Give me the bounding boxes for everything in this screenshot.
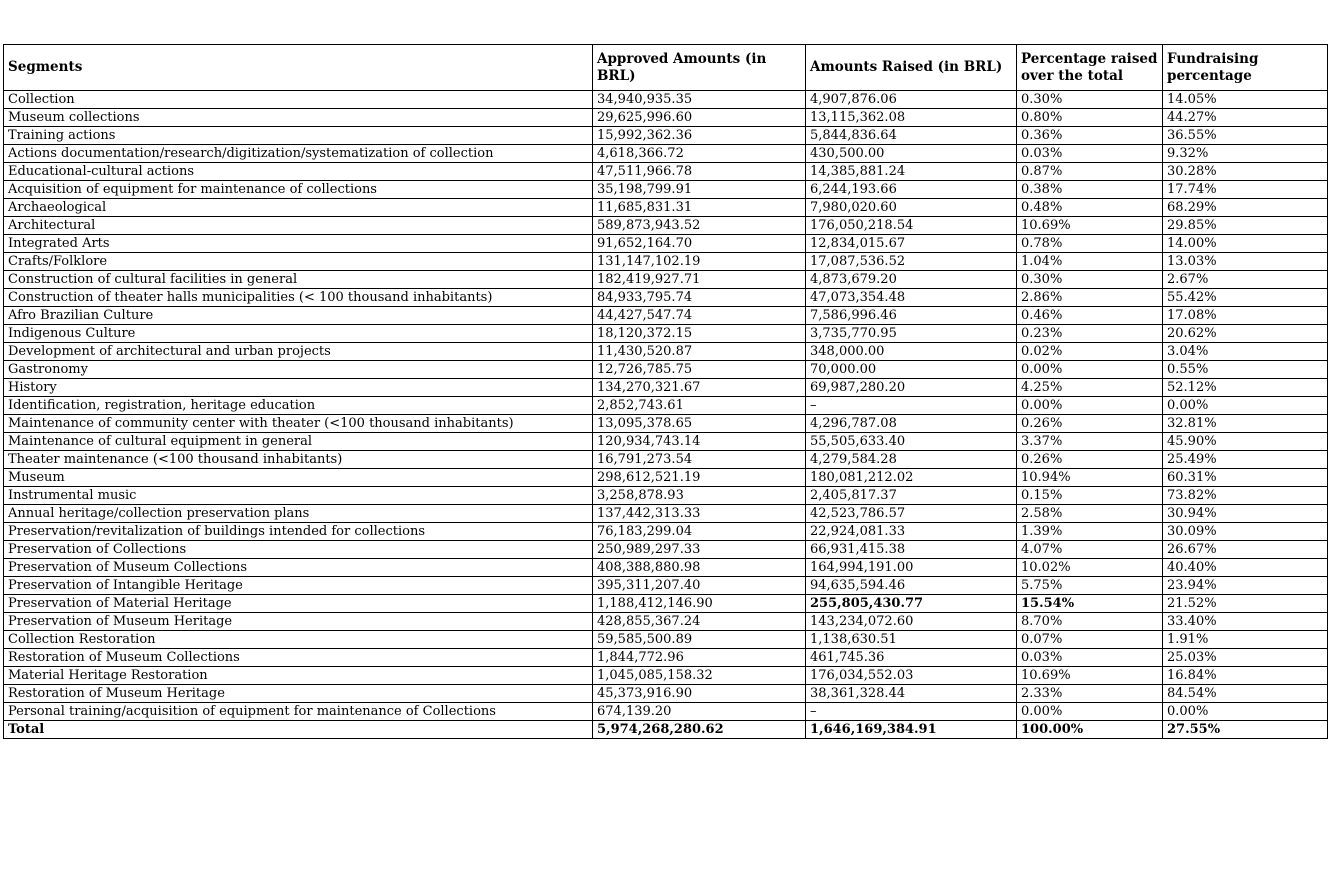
amount-raised-cell: 55,505,633.40 [806,433,1017,451]
table-row [4,685,1328,703]
fundraising-pct-cell: 60.31% [1163,469,1328,487]
table-row [4,577,1328,595]
table-row [4,667,1328,685]
table-row [4,505,1328,523]
table-row [4,559,1328,577]
fundraising-pct-cell: 17.74% [1163,181,1328,199]
amount-raised-cell: 12,834,015.67 [806,235,1017,253]
segment-cell: Theater maintenance (<100 thousand inhabitants) [4,451,593,469]
table-row [4,595,1328,613]
table-row [4,109,1328,127]
table-row [4,271,1328,289]
segment-cell: Construction of cultural facilities in general [4,271,593,289]
amount-raised-cell: 4,296,787.08 [806,415,1017,433]
amount-raised-cell: – [806,397,1017,415]
amount-raised-cell: 176,034,552.03 [806,667,1017,685]
amount-raised-cell: 164,994,191.00 [806,559,1017,577]
fundraising-pct-cell: 9.32% [1163,145,1328,163]
amount-raised-cell: 94,635,594.46 [806,577,1017,595]
segment-cell: Afro Brazilian Culture [4,307,593,325]
segment-cell: Restoration of Museum Collections [4,649,593,667]
segment-cell: Restoration of Museum Heritage [4,685,593,703]
segment-cell: Preservation of Collections [4,541,593,559]
table-row [4,127,1328,145]
table-row [4,217,1328,235]
pct-raised-cell: 2.33% [1017,685,1163,703]
approved-amount-cell: 35,198,799.91 [593,181,806,199]
segment-cell: Collection Restoration [4,631,593,649]
segment-cell: Museum [4,469,593,487]
amount-raised-cell: 4,907,876.06 [806,91,1017,109]
table-body [4,91,1328,739]
pct-raised-cell: 0.15% [1017,487,1163,505]
amount-raised-cell: 3,735,770.95 [806,325,1017,343]
approved-amount-cell: 250,989,297.33 [593,541,806,559]
approved-amount-cell: 11,685,831.31 [593,199,806,217]
fundraising-pct-cell: 73.82% [1163,487,1328,505]
fundraising-pct-cell: 21.52% [1163,595,1328,613]
fundraising-pct-cell: 14.00% [1163,235,1328,253]
approved-amount-cell: 408,388,880.98 [593,559,806,577]
table-row [4,433,1328,451]
pct-raised-cell: 0.78% [1017,235,1163,253]
table-row [4,631,1328,649]
approved-amount-cell: 428,855,367.24 [593,613,806,631]
approved-amount-cell: 3,258,878.93 [593,487,806,505]
approved-amount-cell: 1,045,085,158.32 [593,667,806,685]
segment-cell: Archaeological [4,199,593,217]
fundraising-pct-cell: 68.29% [1163,199,1328,217]
approved-amount-cell: 15,992,362.36 [593,127,806,145]
fundraising-pct-cell: 44.27% [1163,109,1328,127]
pct-raised-cell: 1.04% [1017,253,1163,271]
table-row [4,145,1328,163]
fundraising-pct-cell: 14.05% [1163,91,1328,109]
amount-raised-cell: 180,081,212.02 [806,469,1017,487]
pct-raised-cell: 0.07% [1017,631,1163,649]
approved-amount-cell: 59,585,500.89 [593,631,806,649]
table-row [4,235,1328,253]
approved-amount-cell: 2,852,743.61 [593,397,806,415]
header-fundraising-percentage: Fundraising percentage [1163,45,1328,91]
segment-cell: Maintenance of cultural equipment in general [4,433,593,451]
pct-raised-cell: 0.02% [1017,343,1163,361]
segment-cell: Construction of theater halls municipalities (< 100 thousand inhabitants) [4,289,593,307]
table-row [4,307,1328,325]
fundraising-pct-cell: 33.40% [1163,613,1328,631]
segment-cell: Total [4,721,593,739]
segment-cell: Architectural [4,217,593,235]
fundraising-pct-cell: 16.84% [1163,667,1328,685]
fundraising-pct-cell: 29.85% [1163,217,1328,235]
fundraising-pct-cell: 0.00% [1163,703,1328,721]
amount-raised-cell: – [806,703,1017,721]
segment-cell: Material Heritage Restoration [4,667,593,685]
amount-raised-cell: 13,115,362.08 [806,109,1017,127]
approved-amount-cell: 1,188,412,146.90 [593,595,806,613]
approved-amount-cell: 13,095,378.65 [593,415,806,433]
amount-raised-cell: 47,073,354.48 [806,289,1017,307]
segment-cell: Personal training/acquisition of equipment for maintenance of Collections [4,703,593,721]
approved-amount-cell: 4,618,366.72 [593,145,806,163]
segment-cell: Gastronomy [4,361,593,379]
approved-amount-cell: 120,934,743.14 [593,433,806,451]
fundraising-pct-cell: 45.90% [1163,433,1328,451]
segment-cell: Preservation of Material Heritage [4,595,593,613]
table-row [4,343,1328,361]
fundraising-pct-cell: 2.67% [1163,271,1328,289]
pct-raised-cell: 0.48% [1017,199,1163,217]
table-row [4,289,1328,307]
amount-raised-cell: 17,087,536.52 [806,253,1017,271]
amount-raised-cell: 5,844,836.64 [806,127,1017,145]
approved-amount-cell: 134,270,321.67 [593,379,806,397]
header-percentage-raised: Percentage raised over the total [1017,45,1163,91]
approved-amount-cell: 34,940,935.35 [593,91,806,109]
segment-cell: Preservation of Intangible Heritage [4,577,593,595]
pct-raised-cell: 0.87% [1017,163,1163,181]
table-row [4,649,1328,667]
table-row [4,613,1328,631]
segment-cell: Preservation of Museum Collections [4,559,593,577]
approved-amount-cell: 47,511,966.78 [593,163,806,181]
segment-cell: Museum collections [4,109,593,127]
table-row [4,469,1328,487]
table-row [4,523,1328,541]
total-row [4,721,1328,739]
pct-raised-cell: 2.86% [1017,289,1163,307]
table-row [4,415,1328,433]
amount-raised-cell: 66,931,415.38 [806,541,1017,559]
fundraising-pct-cell: 55.42% [1163,289,1328,307]
amount-raised-cell: 22,924,081.33 [806,523,1017,541]
approved-amount-cell: 45,373,916.90 [593,685,806,703]
table-header [4,45,1328,91]
fundraising-pct-cell: 30.94% [1163,505,1328,523]
table-row [4,181,1328,199]
approved-amount-cell: 18,120,372.15 [593,325,806,343]
table-row [4,163,1328,181]
pct-raised-cell: 1.39% [1017,523,1163,541]
table-row [4,199,1328,217]
fundraising-pct-cell: 17.08% [1163,307,1328,325]
table-row [4,253,1328,271]
segment-cell: Annual heritage/collection preservation plans [4,505,593,523]
segment-cell: Identification, registration, heritage education [4,397,593,415]
segment-cell: History [4,379,593,397]
pct-raised-cell: 15.54% [1017,595,1163,613]
pct-raised-cell: 8.70% [1017,613,1163,631]
table-row [4,397,1328,415]
amount-raised-cell: 42,523,786.57 [806,505,1017,523]
header-approved-amounts: Approved Amounts (in BRL) [593,45,806,91]
pct-raised-cell: 0.36% [1017,127,1163,145]
segment-cell: Preservation/revitalization of buildings intended for collections [4,523,593,541]
segment-cell: Acquisition of equipment for maintenance of collections [4,181,593,199]
approved-amount-cell: 5,974,268,280.62 [593,721,806,739]
table-row [4,541,1328,559]
amount-raised-cell: 1,138,630.51 [806,631,1017,649]
pct-raised-cell: 2.58% [1017,505,1163,523]
approved-amount-cell: 131,147,102.19 [593,253,806,271]
amount-raised-cell: 348,000.00 [806,343,1017,361]
table-row [4,361,1328,379]
pct-raised-cell: 0.30% [1017,271,1163,289]
amount-raised-cell: 4,279,584.28 [806,451,1017,469]
approved-amount-cell: 182,419,927.71 [593,271,806,289]
fundraising-pct-cell: 13.03% [1163,253,1328,271]
amount-raised-cell: 2,405,817.37 [806,487,1017,505]
pct-raised-cell: 0.00% [1017,397,1163,415]
header-amounts-raised: Amounts Raised (in BRL) [806,45,1017,91]
amount-raised-cell: 7,586,996.46 [806,307,1017,325]
header-row [4,45,1328,91]
approved-amount-cell: 84,933,795.74 [593,289,806,307]
pct-raised-cell: 10.94% [1017,469,1163,487]
segment-cell: Educational-cultural actions [4,163,593,181]
fundraising-pct-cell: 36.55% [1163,127,1328,145]
fundraising-pct-cell: 30.28% [1163,163,1328,181]
segment-cell: Preservation of Museum Heritage [4,613,593,631]
pct-raised-cell: 0.00% [1017,703,1163,721]
table-row [4,325,1328,343]
segment-cell: Actions documentation/research/digitization/systematization of collection [4,145,593,163]
amount-raised-cell: 255,805,430.77 [806,595,1017,613]
approved-amount-cell: 11,430,520.87 [593,343,806,361]
fundraising-pct-cell: 3.04% [1163,343,1328,361]
fundraising-pct-cell: 1.91% [1163,631,1328,649]
approved-amount-cell: 137,442,313.33 [593,505,806,523]
table-row [4,703,1328,721]
pct-raised-cell: 0.30% [1017,91,1163,109]
amount-raised-cell: 176,050,218.54 [806,217,1017,235]
amount-raised-cell: 7,980,020.60 [806,199,1017,217]
segment-cell: Indigenous Culture [4,325,593,343]
header-segments: Segments [4,45,593,91]
approved-amount-cell: 29,625,996.60 [593,109,806,127]
amount-raised-cell: 430,500.00 [806,145,1017,163]
amount-raised-cell: 4,873,679.20 [806,271,1017,289]
approved-amount-cell: 589,873,943.52 [593,217,806,235]
segment-cell: Development of architectural and urban projects [4,343,593,361]
pct-raised-cell: 4.25% [1017,379,1163,397]
pct-raised-cell: 0.26% [1017,451,1163,469]
fundraising-pct-cell: 84.54% [1163,685,1328,703]
fundraising-pct-cell: 30.09% [1163,523,1328,541]
approved-amount-cell: 76,183,299.04 [593,523,806,541]
approved-amount-cell: 16,791,273.54 [593,451,806,469]
fundraising-pct-cell: 0.00% [1163,397,1328,415]
pct-raised-cell: 10.02% [1017,559,1163,577]
segment-cell: Training actions [4,127,593,145]
table-row [4,91,1328,109]
pct-raised-cell: 10.69% [1017,217,1163,235]
fundraising-pct-cell: 0.55% [1163,361,1328,379]
fundraising-pct-cell: 25.49% [1163,451,1328,469]
table-row [4,451,1328,469]
amount-raised-cell: 143,234,072.60 [806,613,1017,631]
pct-raised-cell: 4.07% [1017,541,1163,559]
fundraising-pct-cell: 27.55% [1163,721,1328,739]
pct-raised-cell: 0.38% [1017,181,1163,199]
fundraising-pct-cell: 26.67% [1163,541,1328,559]
fundraising-pct-cell: 20.62% [1163,325,1328,343]
amount-raised-cell: 14,385,881.24 [806,163,1017,181]
fundraising-pct-cell: 25.03% [1163,649,1328,667]
fundraising-segments-table [3,44,1328,739]
fundraising-pct-cell: 32.81% [1163,415,1328,433]
pct-raised-cell: 10.69% [1017,667,1163,685]
fundraising-pct-cell: 52.12% [1163,379,1328,397]
fundraising-pct-cell: 40.40% [1163,559,1328,577]
pct-raised-cell: 100.00% [1017,721,1163,739]
amount-raised-cell: 69,987,280.20 [806,379,1017,397]
amount-raised-cell: 70,000.00 [806,361,1017,379]
approved-amount-cell: 395,311,207.40 [593,577,806,595]
pct-raised-cell: 0.46% [1017,307,1163,325]
amount-raised-cell: 461,745.36 [806,649,1017,667]
segment-cell: Crafts/Folklore [4,253,593,271]
pct-raised-cell: 0.00% [1017,361,1163,379]
table-row [4,487,1328,505]
pct-raised-cell: 5.75% [1017,577,1163,595]
approved-amount-cell: 298,612,521.19 [593,469,806,487]
segment-cell: Maintenance of community center with theater (<100 thousand inhabitants) [4,415,593,433]
approved-amount-cell: 12,726,785.75 [593,361,806,379]
pct-raised-cell: 3.37% [1017,433,1163,451]
segment-cell: Integrated Arts [4,235,593,253]
segment-cell: Instrumental music [4,487,593,505]
approved-amount-cell: 1,844,772.96 [593,649,806,667]
approved-amount-cell: 91,652,164.70 [593,235,806,253]
segment-cell: Collection [4,91,593,109]
amount-raised-cell: 1,646,169,384.91 [806,721,1017,739]
pct-raised-cell: 0.80% [1017,109,1163,127]
fundraising-pct-cell: 23.94% [1163,577,1328,595]
amount-raised-cell: 38,361,328.44 [806,685,1017,703]
pct-raised-cell: 0.03% [1017,649,1163,667]
approved-amount-cell: 674,139.20 [593,703,806,721]
table-row [4,379,1328,397]
amount-raised-cell: 6,244,193.66 [806,181,1017,199]
pct-raised-cell: 0.03% [1017,145,1163,163]
pct-raised-cell: 0.26% [1017,415,1163,433]
pct-raised-cell: 0.23% [1017,325,1163,343]
approved-amount-cell: 44,427,547.74 [593,307,806,325]
